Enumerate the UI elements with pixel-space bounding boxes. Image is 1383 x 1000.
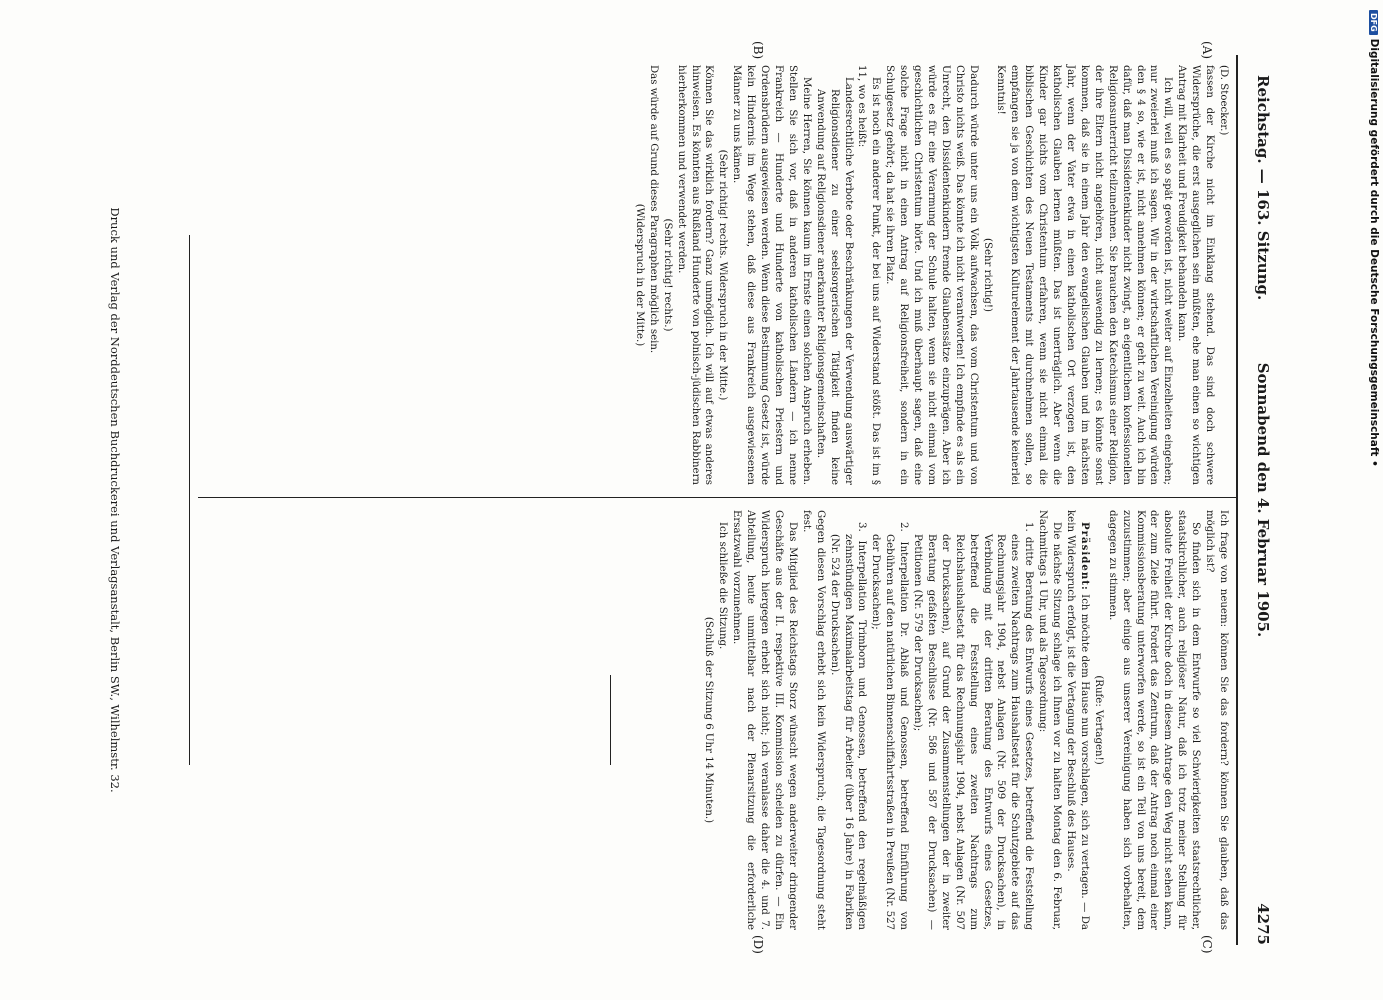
- text-column-right: [610, 510, 1230, 930]
- paragraph: Ich schließe die Sitzung.: [717, 522, 729, 650]
- column-divider: [198, 497, 1238, 498]
- margin-marker-c: (C): [1200, 935, 1214, 954]
- paragraph: Das würde auf Grund dieses Paragraphen möglich sein.: [647, 65, 659, 354]
- header-left: Reichstag. — 163. Sitzung.: [1254, 75, 1272, 301]
- interjection: (Rufe: Vertagen!): [1092, 675, 1104, 765]
- interjection: (Sehr richtig! rechts.): [661, 218, 673, 332]
- header-rule: [1237, 55, 1239, 945]
- agenda-item-1: 1. dritte Beratung des Entwurfs eines Gesetzes, betreffend die Feststellung eines zweiten Nachtrags zum Haushaltsetat für die Schutzgebiete auf das Rechnungsjahr 1904, nebst Anlagen (Nr. 509 der Drucksachen), in Verbindung mit der dritten Beratung des Entwurfs eines Gesetzes, betreffend die Feststellung eines zweiten Nachtrags zum Reichshaushaltsetat für das Rechnungsjahr 1904, nebst Anlagen (Nr. 507 der Drucksachen), auf Grund der Zusammenstellungen der in zweiter Beratung gefaßten Beschlüsse (Nr. 586 und 587 der Drucksachen) — Petitionen (Nr. 579 der Drucksachen);: [912, 522, 1035, 930]
- digitization-notice: [1368, 10, 1380, 990]
- digitization-text: Digitalisierung gefördert durch die Deutsche Forschungsgemeinschaft •: [1368, 38, 1380, 467]
- paragraph: Das Mitglied des Reichstags Storz wünscht wegen anderweiter dringender Geschäfte aus der II. respektive III. Kommission scheiden zu dürfen. — Ein Widerspruch hiergegen erhebt sich nicht; ich veranlasse daher die 4. und 7. Abteilung, heute unmittelbar nach der Plenarsitzung die erforderliche Ersatzwahl vorzunehmen.: [731, 510, 798, 930]
- paragraph: Können Sie das wirklich fordern? Ganz unmöglich. Ich will auf etwas anderes hinweisen. Es könnten aus Rußland Hunderte von polnisch-jüdischen Rabbinern hierherkommen und verwendet werden.: [675, 65, 715, 485]
- paragraph: fassen der Kirche nicht im Einklang stehend. Das sind doch schwere Widersprüche, die erst ausgeglichen sein müßten, ehe man einen so wichtigen Antrag mit Klarheit und Freudigkeit behandeln kann.: [1176, 65, 1216, 485]
- margin-marker-b: (B): [751, 41, 765, 60]
- printer-imprint: Druck und Verlag der Norddeutschen Buchdruckerei und Verlagsanstalt, Berlin SW., Wilhelmstr. 32.: [108, 207, 122, 793]
- interjection: (Sehr richtig! rechts. Widerspruch in der Mitte.): [717, 149, 729, 401]
- margin-marker-a: (A): [1200, 41, 1214, 60]
- paragraph: Es ist noch ein anderer Punkt, der bei uns auf Widerstand stößt. Das ist im § 11, wo es heißt:: [856, 65, 882, 485]
- rotated-page-content: [70, 35, 1300, 965]
- agenda-item-3: 3. Interpellation Trimborn und Genossen, betreffend den regelmäßigen zehnstündigen Maximalarbeitstag für Arbeiter (über 16 Jahre) in Fabriken (Nr. 524 der Drucksachen).: [828, 522, 868, 930]
- paragraph: Dadurch würde unter uns ein Volk aufwachsen, das vom Christentum und von Christo nichts weiß. Das könnte ich nicht verantworten! Ich empfinde es als ein Unrecht, den Dissidentenkindern fremde Glaubenssätze einzuprägen. Aber ich würde es für eine Verarmung der Schule halten, wenn sie nicht einmal vom geschichtlichen Christentum hörte. Und ich muß überhaupt sagen, daß eine solche Frage nicht in einen Antrag auf Religionsfreiheit, sondern in ein Schulgesetz gehört; da hat sie ihren Platz.: [884, 65, 979, 485]
- paragraph: Gegen diesen Vorschlag erhebt sich kein Widerspruch; die Tagesordnung steht fest.: [800, 510, 826, 930]
- margin-marker-d: (D): [751, 935, 765, 954]
- quoted-paragraph: Landesrechtliche Verbote oder Beschränkungen der Verwendung auswärtiger Religionsdiener zu einer seelsorgerischen Tätigkeit finden keine Anwendung auf Religionsdiener anerkannter Religionsgemeinschaften.: [814, 77, 854, 485]
- text-column-left: [632, 65, 1230, 485]
- president-label: Präsident:: [1078, 522, 1091, 591]
- page-header: [1240, 35, 1300, 965]
- agenda-item-2: 2. Interpellation Dr. Ablaß und Genossen, betreffend Einführung von Gebühren auf den natürlichen Binnenschiffahrtsstraßen in Preußen (Nr. 527 der Drucksachen);: [870, 522, 910, 931]
- paragraph: Ich will, weil es so spät geworden ist, nicht weiter auf Einzelheiten eingehen; nur zweierlei muß ich sagen. Wir in der wirtschaftlichen Vereinigung würden den § 4 so, wie er ist, nicht annehmen können; er geht zu weit. Auch ich bin dafür, daß man Dissidentenkinder nicht zwingt, an eigentlichem konfessionellen Religionsunterricht teilzunehmen. Sie brauchen den Katechismus einer Religion, der ihre Eltern nicht angehören, nicht auswendig zu lernen; es könnte sonst kommen, daß sie in einem Jahr den evangelischen Glauben und im nächsten Jahr, wenn der Vater etwa in einen katholischen Ort verzogen ist, den katholischen Glauben lernen müßten. Das ist unerträglich. Aber wenn die Kinder gar nichts vom Christentum erfahren, wenn sie nicht einmal die biblischen Geschichten des Neuen Testaments mit durchnehmen sollen, so empfangen sie ja von dem wichtigsten Kulturelement der Jahrtausende keinerlei Kenntnis!: [995, 65, 1174, 485]
- speaker-note: (D. Stoecker.): [1218, 65, 1229, 136]
- closing-rule: [610, 675, 611, 765]
- paragraph: So finden sich in dem Entwurfe so viel Schwierigkeiten staatsrechtlicher, staatskirchlicher, auch religiöser Natur, daß ich trotz meiner Stellung für absolute Freiheit der Kirche doch in diesem Antrage den Weg nicht sehen kann, der zum Ziele führt. Fordert das Zentrum, daß der Antrag noch einmal einer Kommissionsberatung unterworfen werde, so ist ein Teil von uns bereit, dem zuzustimmen; aber einige aus unserer Vereinigung haben sich vorbehalten, dagegen zu stimmen.: [1106, 510, 1202, 930]
- page-number: 4275: [1254, 903, 1272, 945]
- president-statement: Ich möchte dem Hause nun vorschlagen, sich zu vertagen. — Da kein Widerspruch erfolgt, ist die Vertagung der Beschluß des Hauses.: [1065, 510, 1090, 930]
- paragraph: Meine Herren, Sie können kaum im Ernste einen solchen Anspruch erheben. Stellen Sie sich vor, daß in anderen katholischen Ländern — ich nenne Frankreich — Hunderte und Hunderte von katholischen Priestern und Ordensbrüdern ausgewiesen werden. Wenn diese Bestimmung Gesetz ist, würde kein Hindernis im Wege stehen, daß diese aus Frankreich ausgewiesenen Männer zu uns kämen.: [731, 65, 812, 485]
- dfg-logo-icon: DFG: [1369, 10, 1378, 35]
- session-close-note: (Schluß der Sitzung 6 Uhr 14 Minuten.): [703, 616, 715, 824]
- interjection: (Widerspruch in der Mitte.): [633, 203, 645, 347]
- paragraph: Ich frage von neuem: können Sie das fordern? können Sie glauben, daß das möglich ist?: [1204, 510, 1229, 930]
- header-center: Sonnabend den 4. Februar 1905.: [1254, 362, 1272, 638]
- interjection: (Sehr richtig!): [981, 238, 993, 312]
- paragraph: Die nächste Sitzung schlage ich Ihnen vor zu halten Montag den 6. Februar, Nachmittags 1 Uhr, und als Tagesordnung:: [1037, 510, 1063, 930]
- footer-rule: [189, 235, 190, 765]
